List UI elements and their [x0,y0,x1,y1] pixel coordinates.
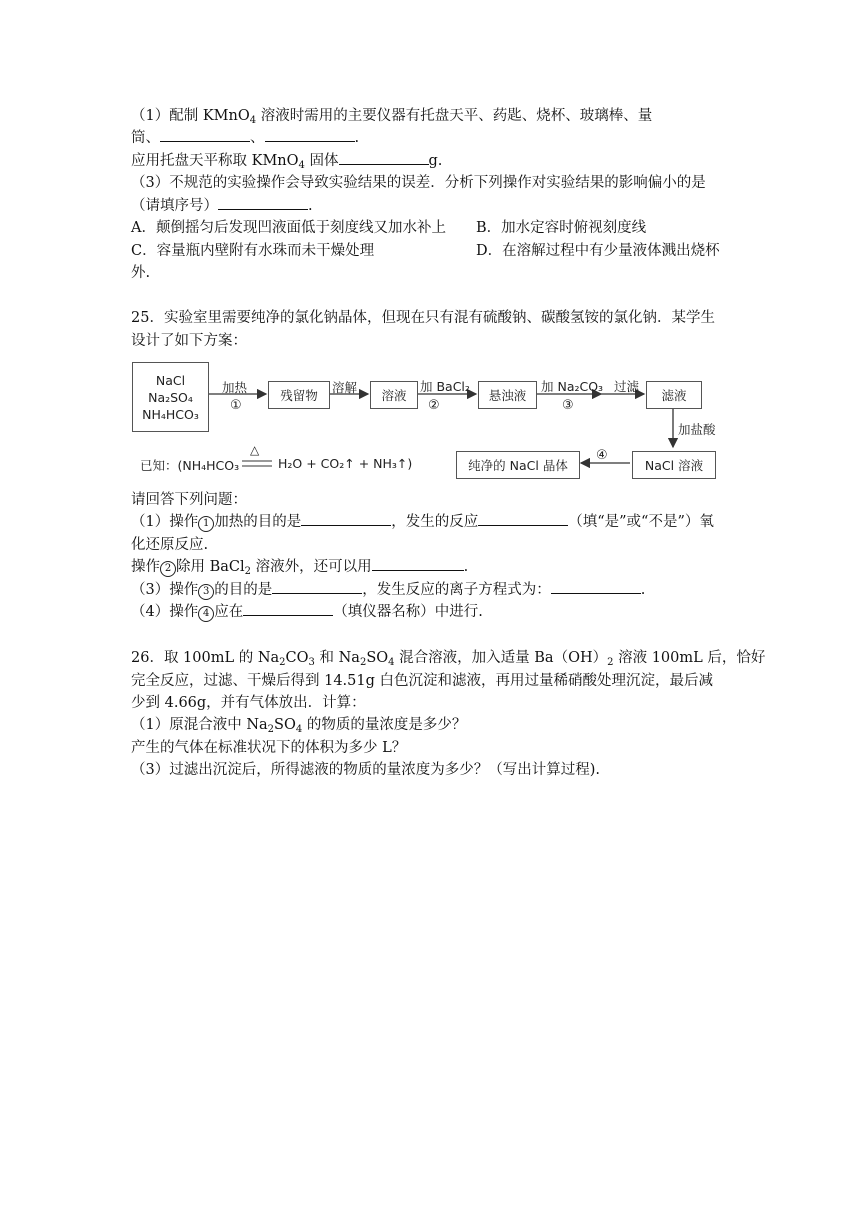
q26-line-3: 少到 4.66g，并有气体放出．计算： [131,695,366,711]
flow-arrows [0,0,860,500]
q25-part-1-continued: 化还原反应. [131,537,209,553]
heat-label: 加热 [222,380,248,395]
dissolve-label: 溶解 [332,380,358,395]
q25-part-4: （4）操作 4 应在 （填仪器名称）中进行. [131,601,483,623]
q24-line-4: （3）不规范的实验操作会导致实验结果的误差．分析下列操作对实验结果的影响偏小的是 [131,175,706,191]
answer-blank[interactable] [243,601,333,616]
q26-line-2: 完全反应，过滤、干燥后得到 14.51g 白色沉淀和滤液，再用过量稀硝酸处理沉淀，最后减 [131,673,714,689]
answer-blank[interactable] [551,579,641,594]
q26-line-4: （1）原混合液中 $Na_2SO_4$ 的物质的量浓度是多少？ [131,717,467,735]
circled-number: 1 [198,516,214,532]
add-na2co3-label: 加 Na₂CO₃ [541,379,604,394]
option-c: C．容量瓶内壁附有水珠而未干燥处理 [131,243,375,259]
start-mixture-box: NaCl Na₂SO₄ NH₄HCO₃ [132,362,209,432]
q25-stem-line-1: 25．实验室里需要纯净的氯化钠晶体，但现在只有混有硫酸钠、碳酸氢铵的氯化钠．某学生 [131,310,715,326]
q25-prompt: 请回答下列问题： [131,492,247,508]
step4-number: ④ [596,448,608,463]
q24-line-1: （1）配制 KMnO$_4$ 溶液时需用的主要仪器有托盘天平、药匙、烧杯、玻璃棒、量 [131,108,653,126]
nacl-solution-box: NaCl 溶液 [632,451,716,479]
answer-blank[interactable] [478,511,568,526]
add-hcl-label: 加盐酸 [678,422,716,437]
filter-label: 过滤 [614,379,640,394]
suspension-box: 悬浊液 [478,381,537,409]
circled-number: 2 [160,561,176,577]
residue-box: 残留物 [268,381,330,409]
known-reaction-reactant: 已知：(NH₄HCO₃ [140,458,240,473]
q24-line-2: 筒、 、 . [131,127,359,149]
heat-delta-symbol: △ [250,443,260,457]
step1-number: ① [230,398,242,413]
q25-part-2: 操作 2 除用 BaCl$_2$ 溶液外，还可以用 . [131,556,468,578]
option-b: B．加水定容时俯视刻度线 [476,220,647,236]
option-d-continued: 外. [131,265,151,281]
filtrate-box: 滤液 [646,381,702,409]
q26-line-6: （3）过滤出沉淀后，所得滤液的物质的量浓度为多少？（写出计算过程). [131,762,600,778]
q24-line-5: （请填序号） . [131,195,313,217]
step2-number: ② [428,398,440,413]
q25-part-3: （3）操作 3 的目的是 ，发生反应的离子方程式为： . [131,579,645,601]
circled-number: 4 [198,606,214,622]
option-a: A．颠倒摇匀后发现凹液面低于刻度线又加水补上 [131,220,446,236]
step3-number: ③ [562,398,574,413]
q26-line-1: 26．取 100mL 的 $Na_2CO_3$ 和 $Na_2SO_4$ 混合溶液，加入适量 $Ba(OH)_2$ 溶液 100mL 后，恰好 [131,650,766,668]
q24-line-3: 应用托盘天平称取 KMnO$_4$ 固体 g. [131,150,442,172]
known-reaction-products: H₂O + CO₂↑ + NH₃↑) [278,456,413,471]
q25-part-1: （1）操作 1 加热的目的是 ，发生的反应 （填“是”或“不是”）氧 [131,511,714,533]
q26-line-5: 产生的气体在标准状况下的体积为多少 L？ [131,740,407,756]
solution-box: 溶液 [370,381,418,409]
circled-number: 3 [198,584,214,600]
answer-blank[interactable] [272,579,362,594]
option-d: D．在溶解过程中有少量液体溅出烧杯 [476,243,720,259]
answer-blank[interactable] [301,511,391,526]
q25-stem-line-2: 设计了如下方案： [131,333,247,349]
answer-blank[interactable] [372,556,464,571]
add-bacl2-label: 加 BaCl₂ [420,379,470,394]
pure-nacl-crystal-box: 纯净的 NaCl 晶体 [456,451,580,479]
